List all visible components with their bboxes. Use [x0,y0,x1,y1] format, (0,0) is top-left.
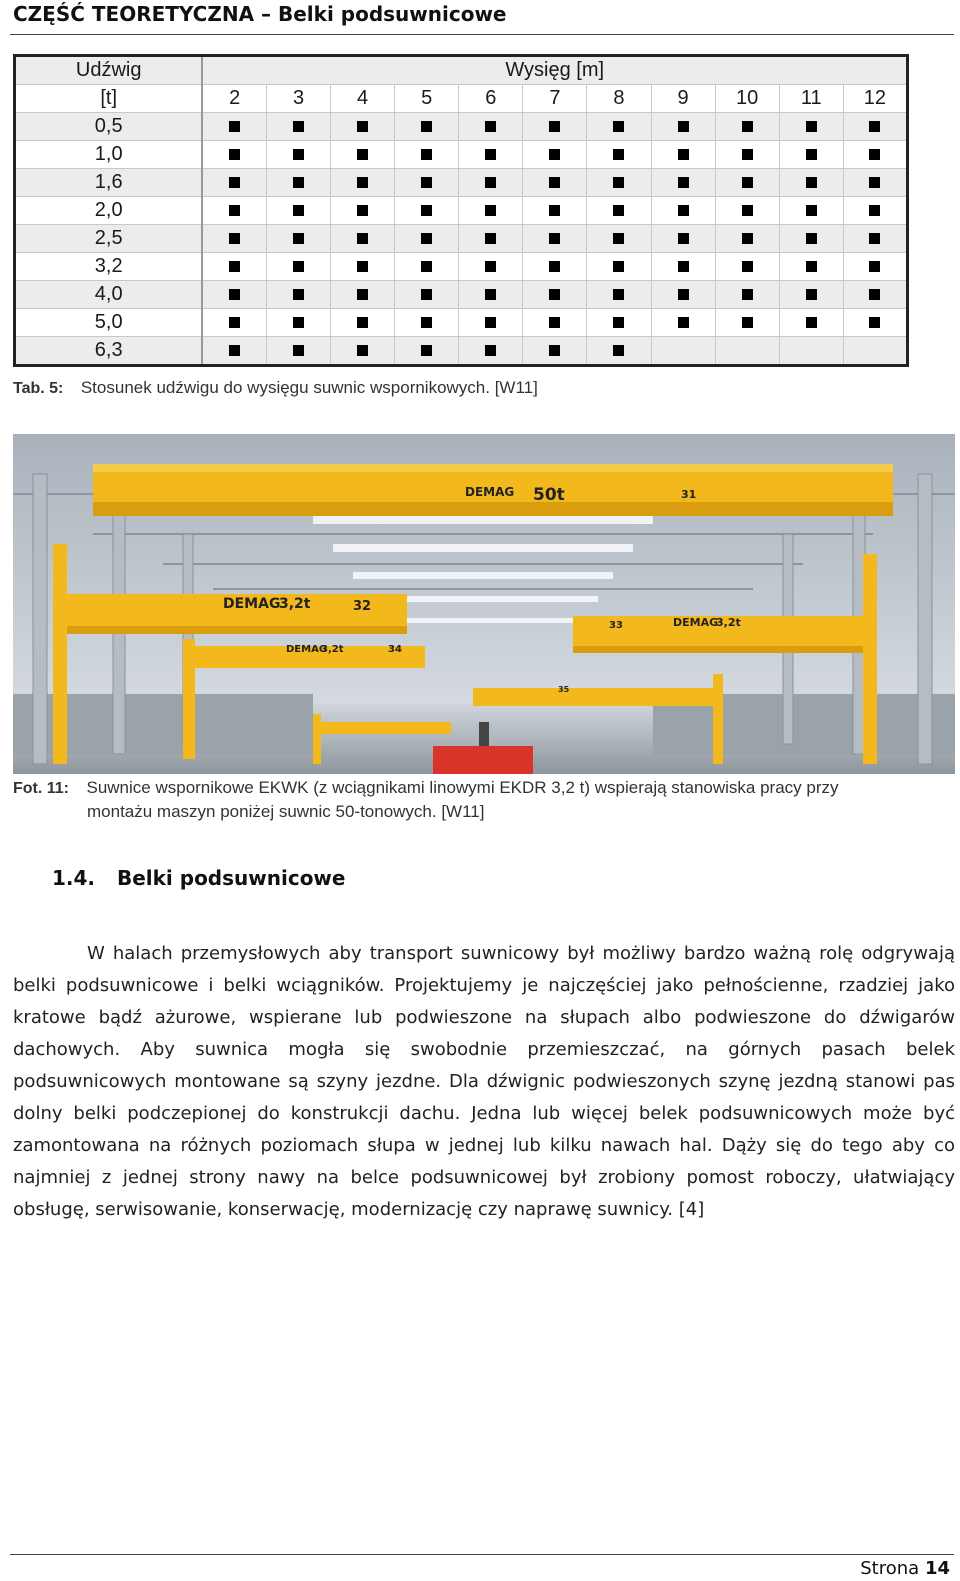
availability-cell [202,309,266,337]
availability-cell [715,337,779,366]
crane-label-capacity-34: 3,2t [321,644,344,655]
table-body [15,56,908,366]
availability-cell [587,141,651,169]
filled-square-icon [806,233,817,244]
filled-square-icon [485,345,496,356]
filled-square-icon [742,177,753,188]
availability-cell [779,169,843,197]
filled-square-icon [613,177,624,188]
filled-square-icon [229,149,240,160]
table-caption-label: Tab. 5: [13,380,64,397]
availability-cell [266,197,330,225]
filled-square-icon [613,317,624,328]
table-row [15,281,908,309]
availability-cell [523,113,587,141]
filled-square-icon [229,233,240,244]
crane-label-number-31: 31 [681,488,697,501]
availability-cell [266,337,330,366]
availability-cell [331,169,395,197]
filled-square-icon [293,317,304,328]
table-row [15,309,908,337]
availability-cell [779,197,843,225]
reach-header-cell: 4 [331,85,395,113]
availability-cell [779,225,843,253]
reach-header-cell: 8 [587,85,651,113]
filled-square-icon [229,205,240,216]
section-heading [52,866,345,890]
filled-square-icon [806,121,817,132]
filled-square-icon [742,261,753,272]
filled-square-icon [357,205,368,216]
filled-square-icon [485,121,496,132]
filled-square-icon [549,177,560,188]
table-header-row [15,56,908,85]
filled-square-icon [806,289,817,300]
load-cell: 5,0 [15,309,203,337]
filled-square-icon [357,121,368,132]
load-cell: 4,0 [15,281,203,309]
availability-cell [843,225,907,253]
reach-header-cell: 2 [202,85,266,113]
availability-cell [523,169,587,197]
filled-square-icon [549,345,560,356]
availability-cell [843,197,907,225]
filled-square-icon [293,121,304,132]
filled-square-icon [549,121,560,132]
availability-cell [266,113,330,141]
load-cell: 1,6 [15,169,203,197]
filled-square-icon [869,261,880,272]
crane-label-demag-33: DEMAG [673,616,719,629]
availability-cell [523,141,587,169]
filled-square-icon [357,317,368,328]
filled-square-icon [485,149,496,160]
filled-square-icon [869,177,880,188]
crane-label-number-33: 33 [609,620,623,631]
filled-square-icon [421,261,432,272]
page-number: 14 [924,1558,950,1579]
filled-square-icon [806,205,817,216]
table-caption-text: Stosunek udźwigu do wysięgu suwnic wspornikowych. [W11] [80,378,538,397]
crane-label-number-34: 34 [388,644,402,655]
availability-cell [331,113,395,141]
availability-cell [651,281,715,309]
filled-square-icon [678,149,689,160]
filled-square-icon [357,177,368,188]
availability-cell [779,253,843,281]
availability-cell [331,309,395,337]
filled-square-icon [742,317,753,328]
filled-square-icon [806,317,817,328]
availability-cell [266,281,330,309]
availability-cell [202,253,266,281]
availability-cell [395,253,459,281]
availability-cell [395,225,459,253]
table-row [15,141,908,169]
filled-square-icon [421,345,432,356]
availability-cell [779,113,843,141]
availability-cell [843,309,907,337]
filled-square-icon [357,345,368,356]
availability-cell [587,337,651,366]
filled-square-icon [229,177,240,188]
availability-cell [715,309,779,337]
filled-square-icon [549,317,560,328]
filled-square-icon [485,289,496,300]
filled-square-icon [549,233,560,244]
availability-cell [395,337,459,366]
table-row [15,225,908,253]
reach-header-cell: 11 [779,85,843,113]
filled-square-icon [421,149,432,160]
availability-cell [395,169,459,197]
availability-cell [459,141,523,169]
filled-square-icon [678,121,689,132]
availability-cell [266,225,330,253]
filled-square-icon [613,345,624,356]
availability-cell [395,197,459,225]
filled-square-icon [678,177,689,188]
availability-cell [715,253,779,281]
filled-square-icon [869,121,880,132]
availability-cell [715,225,779,253]
filled-square-icon [421,121,432,132]
availability-cell [523,225,587,253]
footer-label: Strona [860,1558,920,1579]
reach-header-cell: 10 [715,85,779,113]
availability-cell [202,281,266,309]
filled-square-icon [293,177,304,188]
filled-square-icon [613,261,624,272]
crane-label-capacity-32: 3,2t [279,596,311,612]
availability-cell [651,197,715,225]
load-cell: 2,5 [15,225,203,253]
footer-divider [10,1554,954,1555]
availability-cell [587,281,651,309]
availability-cell [523,309,587,337]
availability-cell [843,281,907,309]
filled-square-icon [229,345,240,356]
availability-cell [202,169,266,197]
filled-square-icon [742,121,753,132]
table-row [15,169,908,197]
filled-square-icon [229,121,240,132]
table-row [15,113,908,141]
filled-square-icon [678,289,689,300]
availability-cell [651,169,715,197]
availability-cell [459,337,523,366]
reach-header-cell: 9 [651,85,715,113]
availability-cell [395,309,459,337]
crane-label-number-32: 32 [353,599,372,614]
crane-label-demag-32: DEMAG [223,596,281,612]
filled-square-icon [613,205,624,216]
crane-hall-photo [13,434,955,774]
filled-square-icon [357,149,368,160]
reach-header-cell: 3 [266,85,330,113]
table-row [15,337,908,366]
filled-square-icon [678,233,689,244]
availability-cell [523,337,587,366]
availability-cell [202,113,266,141]
filled-square-icon [229,317,240,328]
availability-cell [395,281,459,309]
availability-cell [651,337,715,366]
reach-header-cell: 6 [459,85,523,113]
filled-square-icon [613,289,624,300]
filled-square-icon [485,177,496,188]
availability-cell [843,141,907,169]
availability-cell [459,309,523,337]
photo-caption-label: Fot. 11: [13,780,70,797]
reach-header-cell: 5 [395,85,459,113]
page-header-title: CZĘŚĆ TEORETYCZNA – Belki podsuwnicowe [13,2,507,26]
availability-cell [331,197,395,225]
availability-cell [651,113,715,141]
reach-header-cell: 12 [843,85,907,113]
crane-label-number-35: 35 [558,685,570,694]
filled-square-icon [357,289,368,300]
header-divider [10,34,954,35]
load-cell: 6,3 [15,337,203,366]
photo-caption-line2: montażu maszyn poniżej suwnic 50-tonowych. [W11] [87,802,485,821]
filled-square-icon [869,205,880,216]
filled-square-icon [869,317,880,328]
filled-square-icon [293,289,304,300]
availability-cell [459,113,523,141]
header-reach: Wysięg [m] [202,56,907,85]
load-cell: 1,0 [15,141,203,169]
availability-cell [587,309,651,337]
availability-cell [779,337,843,366]
filled-square-icon [421,233,432,244]
availability-cell [715,113,779,141]
filled-square-icon [678,205,689,216]
filled-square-icon [485,233,496,244]
crane-label-demag-34: DEMAG [286,644,328,655]
filled-square-icon [678,317,689,328]
availability-cell [266,309,330,337]
availability-cell [459,197,523,225]
availability-cell [331,141,395,169]
section-number: 1.4. [52,866,96,890]
filled-square-icon [613,121,624,132]
filled-square-icon [869,233,880,244]
page-footer [860,1558,950,1579]
availability-cell [779,309,843,337]
filled-square-icon [549,289,560,300]
availability-cell [587,225,651,253]
crane-hall-illustration [13,434,955,774]
table-row [15,253,908,281]
filled-square-icon [421,205,432,216]
availability-cell [523,281,587,309]
availability-cell [843,337,907,366]
load-cell: 3,2 [15,253,203,281]
availability-cell [715,197,779,225]
availability-cell [459,281,523,309]
filled-square-icon [421,177,432,188]
filled-square-icon [869,149,880,160]
filled-square-icon [742,205,753,216]
table-row [15,197,908,225]
availability-cell [331,225,395,253]
table-caption [13,378,538,398]
filled-square-icon [549,261,560,272]
filled-square-icon [742,289,753,300]
availability-cell [459,253,523,281]
paragraph-text: W halach przemysłowych aby transport suwnicowy był możliwy bardzo ważną rolę odgrywają belki podsuwnicowe i belki wciągników. Projektujemy je najczęściej jako pełnościenne, rzadziej jako kratowe bądź ażurowe, wspierane lub podwieszone na słupach albo podwieszone do dźwigarów dachowych. Aby suwnica mogła się swobodnie przemieszczać, na górnych pasach belek podsuwnicowych montowane są szyny jezdne. Dla dźwignic podwieszonych szynę jezdną stanowi pas dolny belki podczepionej do konstrukcji dachu. Jedna lub więcej belek podsuwnicowych może być zamontowana na różnych poziomach słupa w jednej lub kilku nawach hal. Dąży się do tego aby co najmniej z jednej strony nawy na belce podsuwnicowej był zrobiony pomost roboczy, ułatwiający obsługę, serwisowanie, konserwację, modernizację czy naprawę suwnicy. [4] [13,943,955,1220]
filled-square-icon [678,261,689,272]
filled-square-icon [293,233,304,244]
availability-cell [266,253,330,281]
availability-cell [779,281,843,309]
filled-square-icon [485,261,496,272]
filled-square-icon [806,177,817,188]
availability-cell [202,225,266,253]
availability-cell [202,337,266,366]
availability-cell [331,253,395,281]
availability-cell [843,113,907,141]
photo-caption [13,778,839,822]
availability-cell [843,253,907,281]
filled-square-icon [421,317,432,328]
availability-cell [587,169,651,197]
availability-cell [715,141,779,169]
availability-cell [651,253,715,281]
filled-square-icon [229,261,240,272]
availability-cell [651,141,715,169]
filled-square-icon [613,149,624,160]
unit-label: [t] [15,85,203,113]
table-units-row [15,85,908,113]
filled-square-icon [421,289,432,300]
availability-cell [459,169,523,197]
filled-square-icon [485,205,496,216]
crane-label-capacity-33: 3,2t [716,616,741,629]
filled-square-icon [806,149,817,160]
filled-square-icon [293,205,304,216]
reach-header-cell: 7 [523,85,587,113]
filled-square-icon [613,233,624,244]
availability-cell [651,309,715,337]
filled-square-icon [357,261,368,272]
availability-cell [651,225,715,253]
availability-cell [459,225,523,253]
crane-label-capacity-main: 50t [533,485,565,505]
availability-cell [587,113,651,141]
photo-caption-line1: Suwnice wspornikowe EKWK (z wciągnikami linowymi EKDR 3,2 t) wspierają stanowiska pracy przy [86,778,839,797]
filled-square-icon [293,149,304,160]
body-paragraph [13,938,955,1226]
availability-cell [331,337,395,366]
availability-cell [779,141,843,169]
load-cell: 0,5 [15,113,203,141]
availability-cell [523,197,587,225]
availability-cell [202,141,266,169]
header-load: Udźwig [15,56,203,85]
load-cell: 2,0 [15,197,203,225]
filled-square-icon [229,289,240,300]
load-reach-table [13,54,909,367]
filled-square-icon [293,261,304,272]
filled-square-icon [742,149,753,160]
availability-cell [266,141,330,169]
availability-cell [843,169,907,197]
availability-cell [395,113,459,141]
availability-cell [587,197,651,225]
availability-cell [523,253,587,281]
availability-cell [202,197,266,225]
filled-square-icon [549,205,560,216]
availability-cell [715,281,779,309]
filled-square-icon [869,289,880,300]
filled-square-icon [293,345,304,356]
availability-cell [266,169,330,197]
filled-square-icon [485,317,496,328]
crane-label-demag-main: DEMAG [465,485,515,499]
filled-square-icon [357,233,368,244]
filled-square-icon [549,149,560,160]
availability-cell [331,281,395,309]
availability-cell [395,141,459,169]
availability-cell [715,169,779,197]
availability-cell [587,253,651,281]
filled-square-icon [806,261,817,272]
section-title: Belki podsuwnicowe [116,866,346,890]
filled-square-icon [742,233,753,244]
